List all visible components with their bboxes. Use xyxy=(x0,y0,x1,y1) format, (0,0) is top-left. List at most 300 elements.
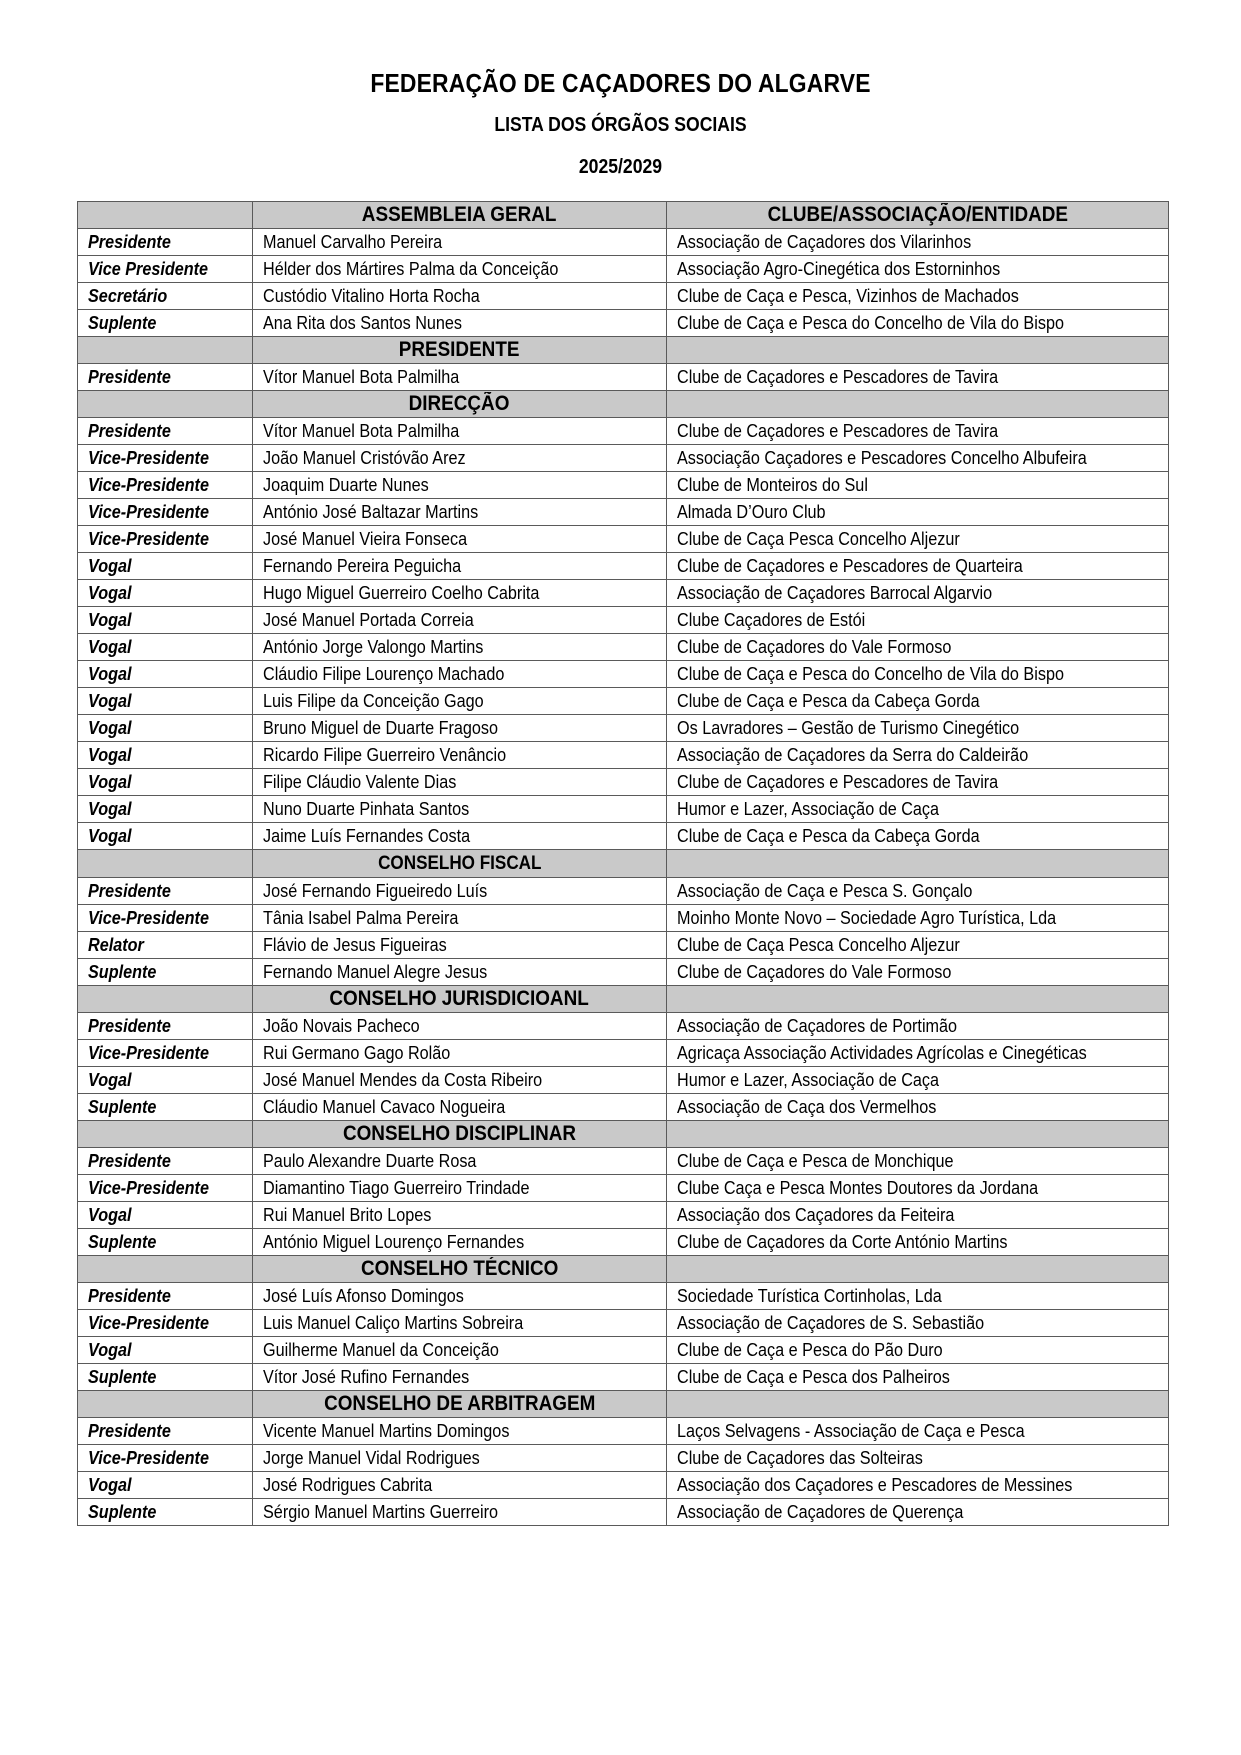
member-name-cell xyxy=(253,1094,667,1121)
member-name-cell-text: Luis Manuel Caliço Martins Sobreira xyxy=(263,1313,524,1333)
entity-cell-text: Os Lavradores – Gestão de Turismo Cinegético xyxy=(677,718,1020,738)
member-name-cell xyxy=(253,878,667,905)
member-name-cell-text: Sérgio Manuel Martins Guerreiro xyxy=(263,1502,498,1522)
role-cell-text: Vogal xyxy=(88,1340,132,1360)
section-title xyxy=(253,1391,667,1418)
role-cell-text: Presidente xyxy=(88,232,171,252)
role-cell-text: Vogal xyxy=(88,718,132,738)
section-header-row xyxy=(78,1391,1169,1418)
member-name-cell xyxy=(253,364,667,391)
role-cell-text: Vogal xyxy=(88,1205,132,1225)
table-row xyxy=(78,1364,1169,1391)
role-cell-text: Vogal xyxy=(88,799,132,819)
role-cell xyxy=(78,769,253,796)
entity-cell-text: Associação Agro-Cinegética dos Estorninhos xyxy=(677,259,1001,279)
member-name-cell-text: José Rodrigues Cabrita xyxy=(263,1475,433,1495)
member-name-cell-text: José Fernando Figueiredo Luís xyxy=(263,881,488,901)
table-row xyxy=(78,742,1169,769)
member-name-cell-text: Fernando Manuel Alegre Jesus xyxy=(263,962,488,982)
role-cell-text: Secretário xyxy=(88,286,168,306)
role-cell xyxy=(78,310,253,337)
member-name-cell xyxy=(253,1175,667,1202)
member-name-cell xyxy=(253,310,667,337)
entity-cell xyxy=(667,1148,1169,1175)
entity-cell xyxy=(667,742,1169,769)
role-cell-text: Vice-Presidente xyxy=(88,1043,209,1063)
section-blank-cell xyxy=(667,1256,1169,1283)
role-cell xyxy=(78,905,253,932)
member-name-cell xyxy=(253,472,667,499)
member-name-cell xyxy=(253,1148,667,1175)
table-row xyxy=(78,905,1169,932)
member-name-cell xyxy=(253,1013,667,1040)
entity-cell-text: Clube de Caça e Pesca do Pão Duro xyxy=(677,1340,943,1360)
entity-cell xyxy=(667,769,1169,796)
member-name-cell xyxy=(253,742,667,769)
section-blank-cell xyxy=(667,337,1169,364)
role-cell-text: Presidente xyxy=(88,421,171,441)
table-row xyxy=(78,580,1169,607)
role-cell xyxy=(78,472,253,499)
member-name-cell-text: Cláudio Manuel Cavaco Nogueira xyxy=(263,1097,506,1117)
table-row xyxy=(78,1472,1169,1499)
section-blank-cell xyxy=(667,850,1169,878)
entity-cell xyxy=(667,472,1169,499)
entity-cell xyxy=(667,310,1169,337)
role-cell-text: Vogal xyxy=(88,772,132,792)
entity-cell xyxy=(667,1202,1169,1229)
table-row xyxy=(78,445,1169,472)
table-row xyxy=(78,607,1169,634)
table-row xyxy=(78,418,1169,445)
table-row xyxy=(78,553,1169,580)
member-name-cell xyxy=(253,1283,667,1310)
role-cell-text: Relator xyxy=(88,935,144,955)
table-row xyxy=(78,472,1169,499)
entity-cell-text: Clube de Caçadores e Pescadores de Quarteira xyxy=(677,556,1023,576)
member-name-cell xyxy=(253,1364,667,1391)
table-row xyxy=(78,932,1169,959)
document-title: FEDERAÇÃO DE CAÇADORES DO ALGARVE xyxy=(370,68,871,98)
member-name-cell-text: António Miguel Lourenço Fernandes xyxy=(263,1232,525,1252)
role-cell xyxy=(78,607,253,634)
role-cell xyxy=(78,364,253,391)
member-name-cell-text: Guilherme Manuel da Conceição xyxy=(263,1340,499,1360)
entity-cell-text: Clube de Caça e Pesca da Cabeça Gorda xyxy=(677,691,980,711)
entity-cell-text: Clube de Caçadores das Solteiras xyxy=(677,1448,923,1468)
table-row xyxy=(78,1283,1169,1310)
entity-cell xyxy=(667,256,1169,283)
entity-cell xyxy=(667,1013,1169,1040)
member-name-cell-text: Joaquim Duarte Nunes xyxy=(263,475,429,495)
entity-cell-text: Clube Caçadores de Estói xyxy=(677,610,866,630)
entity-cell-text: Clube de Monteiros do Sul xyxy=(677,475,868,495)
entity-cell xyxy=(667,905,1169,932)
entity-cell-text: Associação Caçadores e Pescadores Concelho Albufeira xyxy=(677,448,1087,468)
entity-cell-text: Clube de Caçadores e Pescadores de Tavira xyxy=(677,421,999,441)
entity-cell-text: Associação de Caça e Pesca S. Gonçalo xyxy=(677,881,973,901)
table-row xyxy=(78,526,1169,553)
entity-cell xyxy=(667,932,1169,959)
member-name-cell xyxy=(253,688,667,715)
table-row xyxy=(78,364,1169,391)
role-cell xyxy=(78,742,253,769)
role-cell xyxy=(78,526,253,553)
member-name-cell xyxy=(253,823,667,850)
entity-cell xyxy=(667,283,1169,310)
role-cell-text: Presidente xyxy=(88,881,171,901)
entity-cell xyxy=(667,418,1169,445)
entity-cell xyxy=(667,1040,1169,1067)
entity-cell xyxy=(667,1337,1169,1364)
role-cell-text: Suplente xyxy=(88,313,157,333)
member-name-cell-text: Hélder dos Mártires Palma da Conceição xyxy=(263,259,559,279)
entity-column-header xyxy=(667,202,1169,229)
table-row xyxy=(78,1040,1169,1067)
entity-cell xyxy=(667,878,1169,905)
member-name-cell-text: Tânia Isabel Palma Pereira xyxy=(263,908,459,928)
table-row xyxy=(78,1229,1169,1256)
table-row xyxy=(78,959,1169,986)
role-cell xyxy=(78,932,253,959)
entity-cell-text: Agricaça Associação Actividades Agrícolas e Cinegéticas xyxy=(677,1043,1087,1063)
entity-cell-text: Laços Selvagens - Associação de Caça e Pesca xyxy=(677,1421,1025,1441)
section-blank-cell xyxy=(667,986,1169,1013)
entity-cell-text: Clube de Caçadores do Vale Formoso xyxy=(677,962,952,982)
role-cell xyxy=(78,580,253,607)
entity-cell-text: Moinho Monte Novo – Sociedade Agro Turística, Lda xyxy=(677,908,1057,928)
role-cell xyxy=(78,1337,253,1364)
table-row xyxy=(78,1175,1169,1202)
table-row xyxy=(78,688,1169,715)
section-title xyxy=(253,337,667,364)
section-blank-cell xyxy=(667,1391,1169,1418)
entity-cell-text: Associação de Caçadores de Portimão xyxy=(677,1016,958,1036)
member-name-cell-text: João Novais Pacheco xyxy=(263,1016,420,1036)
table-row xyxy=(78,715,1169,742)
section-title-text: ASSEMBLEIA GERAL xyxy=(362,203,557,226)
section-title xyxy=(253,850,667,878)
role-cell-text: Suplente xyxy=(88,1232,157,1252)
role-cell-text: Vogal xyxy=(88,691,132,711)
role-cell-text: Vogal xyxy=(88,826,132,846)
member-name-cell xyxy=(253,1067,667,1094)
role-cell-text: Vogal xyxy=(88,664,132,684)
member-name-cell-text: António José Baltazar Martins xyxy=(263,502,479,522)
role-cell xyxy=(78,1364,253,1391)
section-title-text: PRESIDENTE xyxy=(399,338,520,361)
role-cell-text: Presidente xyxy=(88,367,171,387)
member-name-cell-text: Vítor Manuel Bota Palmilha xyxy=(263,367,460,387)
section-blank-cell xyxy=(78,391,253,418)
role-cell xyxy=(78,1310,253,1337)
member-name-cell-text: Rui Germano Gago Rolão xyxy=(263,1043,451,1063)
member-name-cell-text: Fernando Pereira Peguicha xyxy=(263,556,462,576)
member-name-cell-text: José Luís Afonso Domingos xyxy=(263,1286,464,1306)
table-row xyxy=(78,1445,1169,1472)
role-cell xyxy=(78,445,253,472)
role-cell xyxy=(78,688,253,715)
member-name-cell-text: João Manuel Cristóvão Arez xyxy=(263,448,466,468)
entity-cell-text: Clube de Caça e Pesca da Cabeça Gorda xyxy=(677,826,980,846)
member-name-cell xyxy=(253,959,667,986)
role-cell xyxy=(78,1013,253,1040)
section-title xyxy=(253,986,667,1013)
role-cell xyxy=(78,418,253,445)
table-row xyxy=(78,1310,1169,1337)
role-cell xyxy=(78,1175,253,1202)
section-title-text: CONSELHO DISCIPLINAR xyxy=(342,1122,577,1145)
section-header-row xyxy=(78,202,1169,229)
section-header-row xyxy=(78,1256,1169,1283)
entity-cell xyxy=(667,688,1169,715)
member-name-cell xyxy=(253,607,667,634)
member-name-cell-text: Manuel Carvalho Pereira xyxy=(263,232,443,252)
entity-cell xyxy=(667,634,1169,661)
entity-cell-text: Humor e Lazer, Associação de Caça xyxy=(677,1070,940,1090)
role-cell-text: Presidente xyxy=(88,1421,171,1441)
member-name-cell-text: Jorge Manuel Vidal Rodrigues xyxy=(263,1448,480,1468)
entity-cell xyxy=(667,445,1169,472)
entity-cell-text: Clube de Caça e Pesca do Concelho de Vila do Bispo xyxy=(677,664,1064,684)
entity-cell-text: Clube de Caça e Pesca do Concelho de Vila do Bispo xyxy=(677,313,1064,333)
section-blank-cell xyxy=(78,1391,253,1418)
role-cell xyxy=(78,959,253,986)
member-name-cell xyxy=(253,553,667,580)
entity-cell xyxy=(667,1499,1169,1526)
section-header-row xyxy=(78,850,1169,878)
section-blank-cell xyxy=(78,1121,253,1148)
section-title xyxy=(253,202,667,229)
document-period: 2025/2029 xyxy=(578,156,663,178)
entity-cell xyxy=(667,823,1169,850)
table-row xyxy=(78,769,1169,796)
entity-cell xyxy=(667,1364,1169,1391)
entity-cell-text: Associação de Caça dos Vermelhos xyxy=(677,1097,937,1117)
role-cell-text: Vice-Presidente xyxy=(88,529,209,549)
role-cell-text: Vogal xyxy=(88,637,132,657)
role-cell xyxy=(78,661,253,688)
entity-cell xyxy=(667,1283,1169,1310)
role-cell xyxy=(78,715,253,742)
entity-cell xyxy=(667,796,1169,823)
member-name-cell xyxy=(253,1040,667,1067)
role-cell-text: Vogal xyxy=(88,1475,132,1495)
entity-cell-text: Associação de Caçadores Barrocal Algarvio xyxy=(677,583,993,603)
table-row xyxy=(78,878,1169,905)
document-header xyxy=(0,62,1241,188)
member-name-cell xyxy=(253,418,667,445)
section-blank-cell xyxy=(78,986,253,1013)
entity-cell-text: Associação de Caçadores da Serra do Caldeirão xyxy=(677,745,1029,765)
role-cell xyxy=(78,283,253,310)
table-row xyxy=(78,1094,1169,1121)
entity-cell xyxy=(667,959,1169,986)
member-name-cell-text: Custódio Vitalino Horta Rocha xyxy=(263,286,480,306)
entity-cell xyxy=(667,1310,1169,1337)
section-blank-cell xyxy=(78,850,253,878)
entity-cell-text: Associação de Caçadores dos Vilarinhos xyxy=(677,232,972,252)
member-name-cell xyxy=(253,1472,667,1499)
section-header-row xyxy=(78,337,1169,364)
role-cell-text: Vogal xyxy=(88,610,132,630)
entity-cell-text: Associação de Caçadores de S. Sebastião xyxy=(677,1313,985,1333)
table-row xyxy=(78,1418,1169,1445)
member-name-cell xyxy=(253,1337,667,1364)
entity-cell-text: Humor e Lazer, Associação de Caça xyxy=(677,799,940,819)
role-cell-text: Vogal xyxy=(88,1070,132,1090)
entity-cell-text: Associação de Caçadores de Querença xyxy=(677,1502,964,1522)
section-header-row xyxy=(78,986,1169,1013)
member-name-cell xyxy=(253,1445,667,1472)
table-row xyxy=(78,1499,1169,1526)
table-row xyxy=(78,499,1169,526)
table-row xyxy=(78,1337,1169,1364)
member-name-cell xyxy=(253,634,667,661)
member-name-cell-text: Bruno Miguel de Duarte Fragoso xyxy=(263,718,499,738)
role-cell-text: Presidente xyxy=(88,1016,171,1036)
section-title xyxy=(253,1256,667,1283)
member-name-cell-text: Luis Filipe da Conceição Gago xyxy=(263,691,484,711)
entity-cell-text: Clube de Caça e Pesca, Vizinhos de Machados xyxy=(677,286,1019,306)
member-name-cell xyxy=(253,1310,667,1337)
entity-cell-text: Almada D’Ouro Club xyxy=(677,502,826,522)
entity-cell xyxy=(667,364,1169,391)
role-cell-text: Presidente xyxy=(88,1151,171,1171)
section-title-text: DIRECÇÃO xyxy=(409,392,510,415)
role-cell xyxy=(78,1418,253,1445)
table-row xyxy=(78,256,1169,283)
role-cell-text: Vice-Presidente xyxy=(88,1313,209,1333)
role-cell xyxy=(78,256,253,283)
entity-cell-text: Sociedade Turística Cortinholas, Lda xyxy=(677,1286,942,1306)
member-name-cell xyxy=(253,1202,667,1229)
table-row xyxy=(78,1067,1169,1094)
table-row xyxy=(78,823,1169,850)
role-cell xyxy=(78,634,253,661)
member-name-cell-text: Hugo Miguel Guerreiro Coelho Cabrita xyxy=(263,583,540,603)
role-cell-text: Suplente xyxy=(88,962,157,982)
section-title-text: CONSELHO DE ARBITRAGEM xyxy=(323,1392,596,1415)
section-header-row xyxy=(78,1121,1169,1148)
member-name-cell xyxy=(253,256,667,283)
role-cell xyxy=(78,1229,253,1256)
member-name-cell-text: António Jorge Valongo Martins xyxy=(263,637,484,657)
member-name-cell-text: José Manuel Portada Correia xyxy=(263,610,474,630)
member-name-cell-text: Ricardo Filipe Guerreiro Venâncio xyxy=(263,745,507,765)
role-cell-text: Vogal xyxy=(88,583,132,603)
member-name-cell-text: Ana Rita dos Santos Nunes xyxy=(263,313,463,333)
role-cell xyxy=(78,1202,253,1229)
role-cell xyxy=(78,1283,253,1310)
entity-cell xyxy=(667,1472,1169,1499)
member-name-cell xyxy=(253,661,667,688)
member-name-cell-text: Vicente Manuel Martins Domingos xyxy=(263,1421,510,1441)
section-title xyxy=(253,1121,667,1148)
member-name-cell-text: Diamantino Tiago Guerreiro Trindade xyxy=(263,1178,530,1198)
social-bodies-table xyxy=(77,201,1169,1526)
entity-cell-text: Clube de Caça e Pesca de Monchique xyxy=(677,1151,954,1171)
member-name-cell-text: Cláudio Filipe Lourenço Machado xyxy=(263,664,505,684)
role-cell-text: Vice-Presidente xyxy=(88,448,209,468)
section-blank-cell xyxy=(667,391,1169,418)
member-name-cell xyxy=(253,905,667,932)
role-cell xyxy=(78,229,253,256)
entity-cell-text: Clube de Caçadores do Vale Formoso xyxy=(677,637,952,657)
section-blank-cell xyxy=(78,1256,253,1283)
table-row xyxy=(78,283,1169,310)
entity-cell xyxy=(667,607,1169,634)
member-name-cell xyxy=(253,1499,667,1526)
section-title xyxy=(253,391,667,418)
section-title-text: CONSELHO FISCAL xyxy=(377,853,542,874)
member-name-cell xyxy=(253,1229,667,1256)
role-cell xyxy=(78,1094,253,1121)
section-title-text: CONSELHO TÉCNICO xyxy=(360,1257,559,1280)
role-cell-text: Vice-Presidente xyxy=(88,502,209,522)
member-name-cell-text: José Manuel Mendes da Costa Ribeiro xyxy=(263,1070,543,1090)
member-name-cell-text: Vítor Manuel Bota Palmilha xyxy=(263,421,460,441)
section-header-row xyxy=(78,391,1169,418)
entity-cell xyxy=(667,1067,1169,1094)
entity-cell xyxy=(667,1445,1169,1472)
role-cell-text: Presidente xyxy=(88,1286,171,1306)
document-subtitle: LISTA DOS ÓRGÃOS SOCIAIS xyxy=(494,114,747,136)
role-cell xyxy=(78,1067,253,1094)
role-cell-text: Vice-Presidente xyxy=(88,1178,209,1198)
member-name-cell xyxy=(253,526,667,553)
member-name-cell-text: Paulo Alexandre Duarte Rosa xyxy=(263,1151,477,1171)
member-name-cell xyxy=(253,1418,667,1445)
member-name-cell xyxy=(253,499,667,526)
role-cell-text: Suplente xyxy=(88,1097,157,1117)
entity-cell xyxy=(667,715,1169,742)
member-name-cell-text: Jaime Luís Fernandes Costa xyxy=(263,826,471,846)
table-row xyxy=(78,1148,1169,1175)
section-blank-cell xyxy=(667,1121,1169,1148)
entity-cell xyxy=(667,229,1169,256)
member-name-cell xyxy=(253,283,667,310)
member-name-cell-text: José Manuel Vieira Fonseca xyxy=(263,529,468,549)
role-cell xyxy=(78,823,253,850)
table-row xyxy=(78,310,1169,337)
section-blank-cell xyxy=(78,337,253,364)
section-title-text: CONSELHO JURISDICIOANL xyxy=(329,987,590,1010)
member-name-cell-text: Nuno Duarte Pinhata Santos xyxy=(263,799,470,819)
section-blank-cell xyxy=(78,202,253,229)
member-name-cell xyxy=(253,445,667,472)
table-row xyxy=(78,634,1169,661)
entity-cell xyxy=(667,526,1169,553)
role-cell xyxy=(78,1472,253,1499)
table-row xyxy=(78,661,1169,688)
entity-cell xyxy=(667,1418,1169,1445)
entity-cell xyxy=(667,580,1169,607)
member-name-cell xyxy=(253,932,667,959)
role-cell xyxy=(78,1040,253,1067)
entity-cell-text: Associação dos Caçadores da Feiteira xyxy=(677,1205,955,1225)
table-row xyxy=(78,1202,1169,1229)
entity-cell xyxy=(667,661,1169,688)
member-name-cell xyxy=(253,229,667,256)
entity-cell-text: Clube de Caçadores e Pescadores de Tavira xyxy=(677,367,999,387)
role-cell-text: Vice-Presidente xyxy=(88,475,209,495)
role-cell-text: Suplente xyxy=(88,1502,157,1522)
entity-cell-text: Clube de Caça Pesca Concelho Aljezur xyxy=(677,935,960,955)
member-name-cell-text: Filipe Cláudio Valente Dias xyxy=(263,772,457,792)
role-cell xyxy=(78,1445,253,1472)
member-name-cell xyxy=(253,769,667,796)
